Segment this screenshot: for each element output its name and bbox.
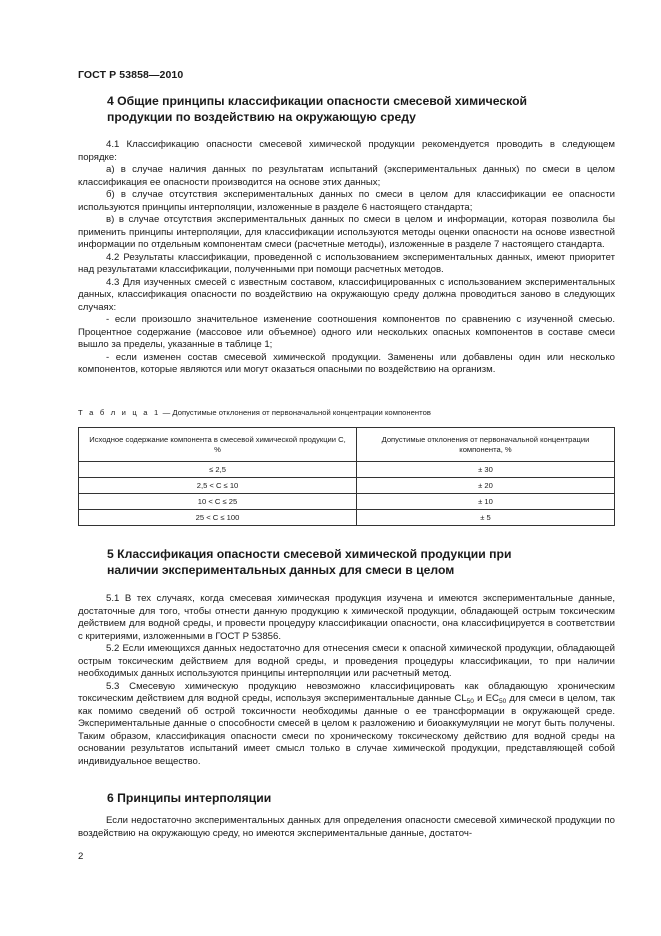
table-row [79,462,615,478]
table-header-cell: Допустимые отклонения от первоначальной концентрации компонента, % [357,428,615,462]
table-1-caption-label: Т а б л и ц а 1 [78,408,161,417]
section-5-heading [107,547,597,578]
table-cell: 2,5 < C ≤ 10 [79,478,357,494]
paragraph-4-3-bullet-1: - если произошло значительное изменение соотношения компонентов по сравнению с изученной смесью. Процентное содержание (массовое или объемное) одного или нескольких опасных компонентов в составе смеси вышло за пределы, указанные в таблице 1; [78,314,615,350]
table-cell: ± 20 [357,478,615,494]
table-1 [78,427,615,526]
table-cell: 25 < C ≤ 100 [79,510,357,526]
table-1-caption-text: — Допустимые отклонения от первоначальной концентрации компонентов [160,408,431,417]
page-number: 2 [78,851,84,862]
paragraph-5-2: 5.2 Если имеющихся данных недостаточно для отнесения смеси к опасной химической продукции, обладающей острым токсическим действием для водной среды, и проведения процедуры классификации, то при наличии необходимых данных используются принципы интерполяции или расчетный метод. [78,643,615,679]
section-4-heading-line-1: 4 Общие принципы классификации опасности смесевой химической [107,94,528,108]
table-header-cell: Исходное содержание компонента в смесевой химической продукции C, % [79,428,357,462]
section-4-heading-line-2: продукции по воздействию на окружающую среду [107,109,416,124]
paragraph-6-intro: Если недостаточно экспериментальных данных для определения опасности смесевой химической продукции по воздействию на окружающую среду, но имеются экспериментальные данные, достаточ- [78,815,615,839]
paragraph-5-3-part-c: для смеси в целом, так как помимо сведений об острой токсичности необходимы данные о ее трансформации в окружающей среде. Экспериментальные данные о способности смесей в целом к разложению и биоаккумуляции не могут быть получены. Таким образом, классификация опасности смеси по хроническому токсическому действию для водной среды на основании результатов испытаний имеет смысл только в случае химической продукции, представляющей собой индивидуальное вещество. [78,693,615,767]
section-4-heading [107,94,597,125]
paragraph-5-3-part-a: 5.3 Смесевую химическую продукцию невозможно классифицировать как обладающую хроническим токсическим действием для водной среды, используя экспериментальные данные CL [78,680,615,704]
paragraph-4-1-a: а) в случае наличия данных по результатам испытаний (экспериментальных данных) по смеси в целом классификация ее опасности производится на основе этих данных; [78,164,615,188]
section-6-body [78,815,615,840]
paragraph-4-1-c: в) в случае отсутствия экспериментальных данных по смеси в целом и информации, которая позволила бы применить принципы интерполяции, для классификации используются методы оценки опасности на основе известной информации по отдельным компонентам смеси (расчетные методы), изложенные в разделе 7 настоящего стандарта. [78,214,615,250]
paragraph-4-3: 4.3 Для изученных смесей с известным составом, классифицированных с использованием экспериментальных данных, классификация опасности по воздействию на окружающую среду должна проводиться заново в следующих случаях: [78,276,615,313]
paragraph-5-3-part-b: и EC [473,693,499,704]
section-5-heading-line-1: 5 Классификация опасности смесевой химической продукции при [107,547,512,561]
paragraph-4-2: 4.2 Результаты классификации, проведенной с использованием экспериментальных данных, имеют приоритет над результатами классификации, полученными при помощи расчетных методов. [78,251,615,275]
table-cell: ≤ 2,5 [79,462,357,478]
section-5-heading-line-2: наличии экспериментальных данных для смеси в целом [107,562,455,577]
table-cell: ± 10 [357,494,615,510]
paragraph-5-1: 5.1 В тех случаях, когда смесевая химическая продукция изучена и имеются экспериментальные данные, достаточные для того, чтобы отнести данную продукцию к химической продукции, обладающей острым токсическим действием для водной среды, и провести процедуру классификации опасности, она классифицируется в соответствии с критериями, изложенными в ГОСТ Р 53856. [78,593,615,642]
table-row [79,494,615,510]
table-row [79,510,615,526]
subscript-50: 50 [498,698,507,705]
subscript-50: 50 [466,698,474,705]
table-1-caption [78,408,615,417]
paragraph-4-3-bullet-2: - если изменен состав смесевой химической продукции. Заменены или добавлены один или несколько компонентов, которые являются или могут оказаться опасными по воздействию на организм. [78,351,615,375]
standard-id: ГОСТ Р 53858—2010 [78,69,184,81]
section-5-body [78,593,615,768]
section-6-heading: 6 Принципы интерполяции [107,791,272,805]
table-cell: ± 30 [357,462,615,478]
paragraph-4-1-b: б) в случае отсутствия экспериментальных данных по смеси в целом для классификации ее опасности используются принципы интерполяции, изложенные в разделе 6 настоящего стандарта; [78,189,615,213]
section-4-body [78,139,615,377]
table-row [79,478,615,494]
table-header-row [79,428,615,462]
paragraph-5-3 [78,681,615,769]
paragraph-4-1: 4.1 Классификацию опасности смесевой химической продукции рекомендуется проводить в следующем порядке: [78,139,615,163]
table-cell: 10 < C ≤ 25 [79,494,357,510]
table-cell: ± 5 [357,510,615,526]
